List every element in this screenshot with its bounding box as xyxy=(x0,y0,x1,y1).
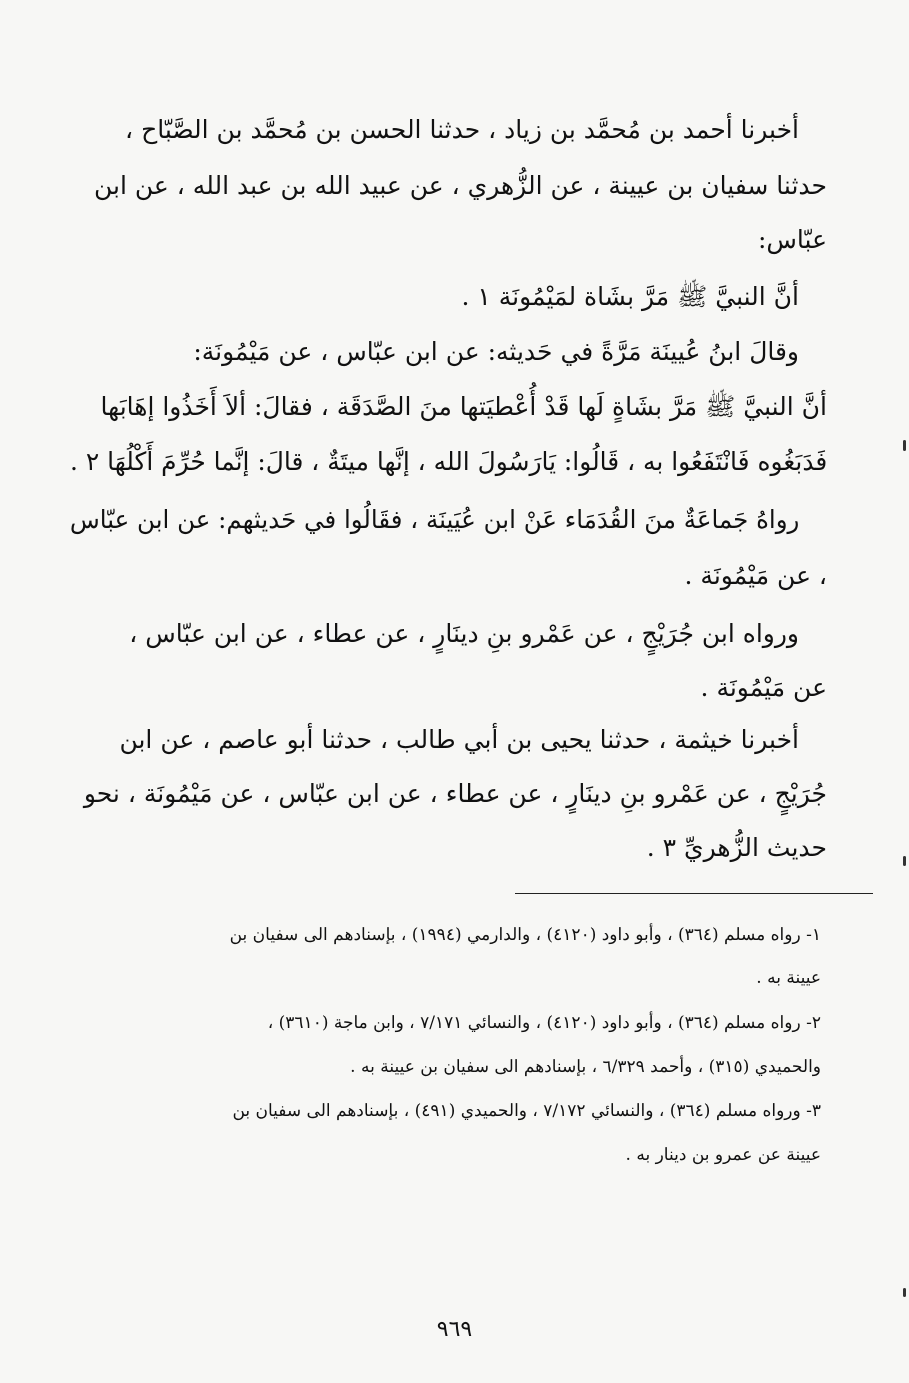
body-line: حدثنا سفيان بن عيينة ، عن الزُّهري ، عن عبيد الله بن عبد الله ، عن ابن xyxy=(94,171,827,200)
body-line: ورواه ابن جُرَيْجٍ ، عن عَمْرو بنِ دينَارٍ ، عن عطاء ، عن ابن عبّاس ، xyxy=(129,619,799,648)
body-line: ، عن مَيْمُونَة . xyxy=(684,561,827,590)
body-line: عبّاس: xyxy=(757,225,827,254)
scan-mark xyxy=(903,856,906,866)
body-line: رواهُ جَماعَةٌ منَ القُدَمَاء عَنْ ابن عُيَينَة ، فقَالُوا في حَديثهم: عن ابن عبّاس xyxy=(69,505,799,534)
body-line: جُرَيْجٍ ، عن عَمْرو بنِ دينَارٍ ، عن عطاء ، عن ابن عبّاس ، عن مَيْمُونَة ، نحو xyxy=(83,779,827,808)
footnote-line: والحميدي (٣١٥) ، وأحمد ٦/٣٢٩ ، بإسنادهم الى سفيان بن عيينة به . xyxy=(350,1057,821,1077)
footnote-line: عيينة عن عمرو بن دينار به . xyxy=(625,1145,821,1165)
body-line: أنَّ النبيَّ ﷺ مَرَّ بشَاةٍ لَها قَدْ أُعْطيَتها منَ الصَّدَقَة ، فقالَ: ألاَ أَخَذُوا إهَابَها xyxy=(100,392,827,421)
page-number: ٩٦٩ xyxy=(436,1317,473,1342)
footnote-line: عيينة به . xyxy=(756,968,821,988)
footnote-line: ١- رواه مسلم (٣٦٤) ، وأبو داود (٤١٢٠) ، والدارمي (١٩٩٤) ، بإسنادهم الى سفيان بن xyxy=(229,925,821,945)
body-line: حديث الزُّهريِّ ٣ . xyxy=(646,833,827,862)
footnote-separator xyxy=(515,893,873,894)
body-line: أخبرنا أحمد بن مُحمَّد بن زياد ، حدثنا الحسن بن مُحمَّد بن الصَّبّاح ، xyxy=(125,115,799,144)
scan-mark xyxy=(903,440,906,451)
footnote-line: ٣- ورواه مسلم (٣٦٤) ، والنسائي ٧/١٧٢ ، والحميدي (٤٩١) ، بإسنادهم الى سفيان بن xyxy=(232,1101,821,1121)
body-line: عن مَيْمُونَة . xyxy=(700,673,827,702)
body-line: أنَّ النبيَّ ﷺ مَرَّ بشَاة لمَيْمُونَة ١ . xyxy=(461,282,799,311)
body-line: وقالَ ابنُ عُيينَة مَرَّةً في حَديثه: عن ابن عبّاس ، عن مَيْمُونَة: xyxy=(193,337,799,366)
scan-mark xyxy=(903,1288,906,1297)
body-line: فَدَبَغُوه فَانْتَفَعُوا به ، قَالُوا: يَارَسُولَ الله ، إنَّها ميتَةٌ ، قالَ: إنَّما حُرِّمَ أَكْلُهَا ٢ . xyxy=(69,447,827,476)
body-line: أخبرنا خيثمة ، حدثنا يحيى بن أبي طالب ، حدثنا أبو عاصم ، عن ابن xyxy=(119,725,799,754)
footnote-line: ٢- رواه مسلم (٣٦٤) ، وأبو داود (٤١٢٠) ، والنسائي ٧/١٧١ ، وابن ماجة (٣٦١٠) ، xyxy=(267,1013,821,1033)
